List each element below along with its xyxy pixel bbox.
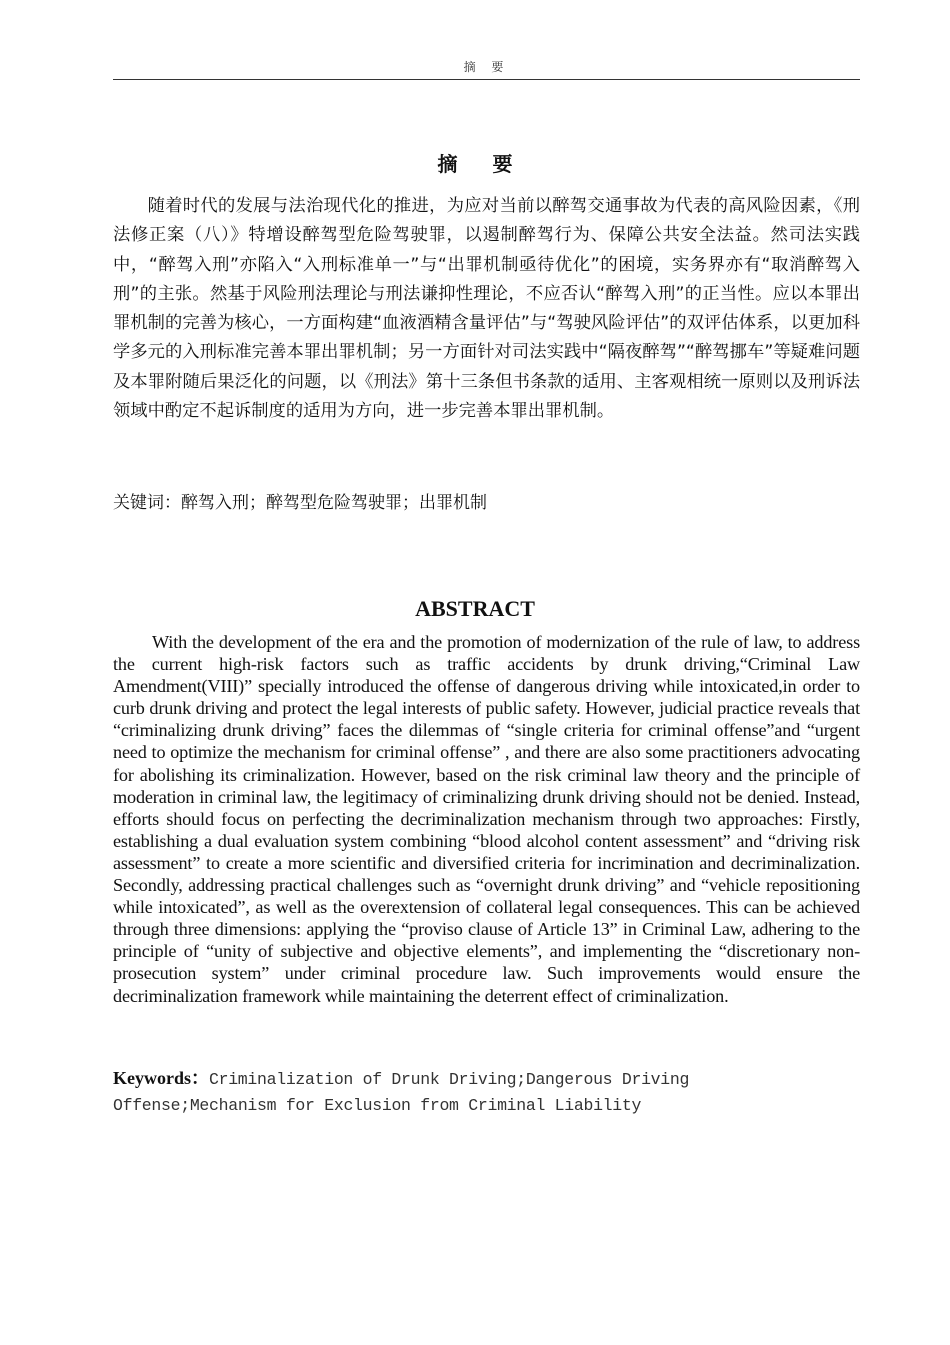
english-abstract-title: ABSTRACT <box>415 596 535 621</box>
english-abstract-body: With the development of the era and the promotion of modernization of the rule of law, to address the current high-risk factors such as traffic accidents by drunk driving,“Criminal Law Amendment(VIII)” specially introduced the offense of dangerous driving while intoxicated,in order to curb drunk driving and protect the legal interests of public safety. However, judicial practice reveals that “criminalizing drunk driving” faces the dilemmas of “single criteria for criminal offense”and “urgent need to optimize the mechanism for criminal offense” , and there are also some practitioners advocating for abolishing its criminalization. However, based on the risk criminal law theory and the principle of moderation in criminal law, the legitimacy of criminalizing drunk driving should not be denied. Instead, efforts should focus on perfecting the decriminalization mechanism through two approaches: Firstly, establishing a dual evaluation system combining “blood alcohol content assessment” and “driving risk assessment” to create a more scientific and diversified criteria for incrimination and decriminalization. Secondly, addressing practical challenges such as “overnight drunk driving” and “vehicle repositioning while intoxicated”, as well as the overextension of collateral legal consequences. This can be achieved through three dimensions: applying the “proviso clause of Article 13” in Criminal Law, adhering to the principle of “unity of subjective and objective elements”, and implementing the “discretionary non-prosecution system” under criminal procedure law. Such improvements would ensure the decriminalization framework while maintaining the deterrent effect of criminalization. <box>113 632 860 1006</box>
english-keywords-text: Criminalization of Drunk Driving;Dangerous Driving Offense;Mechanism for Exclusion from Criminal Liability <box>113 1070 690 1115</box>
running-header-title: 摘 要 <box>463 60 510 74</box>
chinese-keywords <box>113 489 860 518</box>
chinese-abstract-title: 摘 要 <box>437 152 527 176</box>
chinese-keywords-label: 关键词： <box>113 493 181 513</box>
english-keywords-label: Keywords： <box>113 1068 209 1088</box>
english-keywords <box>113 1066 713 1118</box>
chinese-keywords-text: 醉驾入刑；醉驾型危险驾驶罪；出罪机制 <box>181 493 487 513</box>
running-header <box>113 58 860 80</box>
chinese-abstract-body: 随着时代的发展与法治现代化的推进，为应对当前以醉驾交通事故为代表的高风险因素，《刑法修正案（八）》特增设醉驾型危险驾驶罪，以遏制醉驾行为、保障公共安全法益。然司法实践中，“醉驾入刑”亦陷入“入刑标准单一”与“出罪机制亟待优化”的困境，实务界亦有“取消醉驾入刑”的主张。然基于风险刑法理论与刑法谦抑性理论，不应否认“醉驾入刑”的正当性。应以本罪出罪机制的完善为核心，一方面构建“血液酒精含量评估”与“驾驶风险评估”的双评估体系，以更加科学多元的入刑标准完善本罪出罪机制；另一方面针对司法实践中“隔夜醉驾”“醉驾挪车”等疑难问题及本罪附随后果泛化的问题，以《刑法》第十三条但书条款的适用、主客观相统一原则以及刑诉法领域中酌定不起诉制度的适用为方向，进一步完善本罪出罪机制。 <box>113 196 860 422</box>
